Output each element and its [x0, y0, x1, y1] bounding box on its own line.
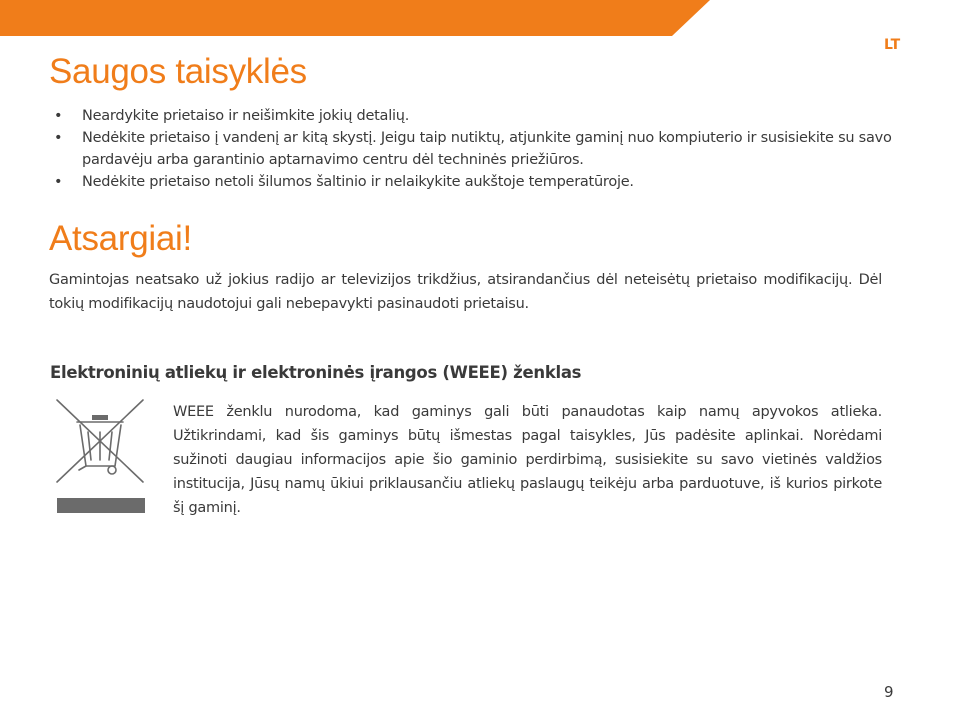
- bullet-mark: •: [54, 108, 63, 124]
- bullet-mark: •: [54, 130, 63, 146]
- weee-heading: Elektroninių atliekų ir elektroninės įrangos (WEEE) ženklas: [50, 363, 582, 382]
- language-code: LT: [884, 37, 901, 53]
- list-item-text: Nedėkite prietaiso į vandenį ar kitą skystį. Jeigu taip nutiktų, atjunkite gaminį nuo kompiuterio ir susisiekite su savo pardavėju arba garantinio aptarnavimo centru dėl techninės priežiūros.: [82, 130, 892, 168]
- list-item: [54, 171, 894, 193]
- warning-title: Atsargiai!: [49, 219, 192, 258]
- list-item: [54, 105, 894, 127]
- list-item-text: Nedėkite prietaiso netoli šilumos šaltinio ir nelaikykite aukštoje temperatūroje.: [82, 174, 634, 190]
- page-number: 9: [884, 683, 894, 701]
- list-item-text: Neardykite prietaiso ir neišimkite jokių detalių.: [82, 108, 410, 124]
- header-orange-band: [0, 0, 954, 36]
- safety-title: Saugos taisyklės: [49, 52, 307, 91]
- crossed-out-wheelie-bin-icon: [55, 398, 145, 513]
- weee-text: WEEE ženklu nurodoma, kad gaminys gali būti panaudotas kaip namų apyvokos atlieka. Užtikrindami, kad šis gaminys būtų išmestas pagal taisykles, Jūs padėsite aplinkai. Norėdami sužinoti daugiau informacijos apie šio gaminio perdirbimą, susisiekite su savo vietinės valdžios institucija, Jūsų namų ūkiui priklausančiu atliekų paslaugų teikėju arba parduotuve, iš kurios pirkote šį gaminį.: [173, 404, 882, 516]
- bullet-mark: •: [54, 174, 63, 190]
- warning-text: Gamintojas neatsako už jokius radijo ar televizijos trikdžius, atsirandančius dėl neteisėtų prietaiso modifikacijų. Dėl tokių modifikacijų naudotojui gali nebepavykti pasinaudoti prietaisu.: [49, 272, 882, 312]
- list-item: [54, 127, 894, 171]
- safety-list: [54, 105, 894, 193]
